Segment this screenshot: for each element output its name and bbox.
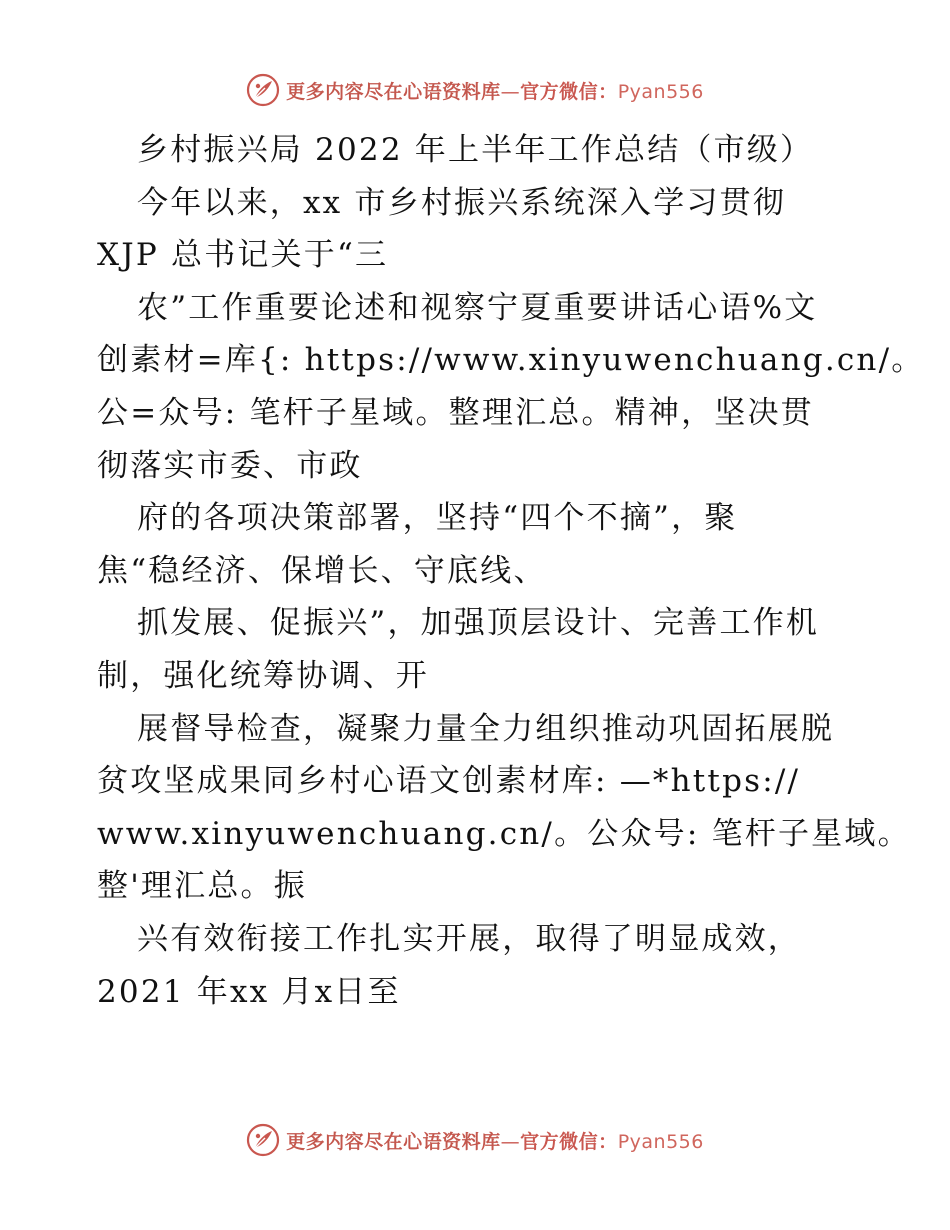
watermark-brand-text: 更多内容尽在心语资料库 [286, 80, 501, 103]
watermark-text [286, 77, 704, 104]
watermark-wechat-label: 官方微信： [520, 80, 618, 103]
text-line: 制，强化统筹协调、开 [97, 657, 429, 694]
text-line: 焦“稳经济、保增长、守底线、 [97, 552, 547, 589]
text-line: 贫攻坚成果同乡村心语文创素材库: —*https:// [97, 763, 801, 800]
text-line: 2021 年xx 月x日至 [97, 973, 401, 1010]
watermark-wechat-id: Pyan556 [617, 1130, 704, 1153]
text-line: 今年以来，xx 市乡村振兴系统深入学习贯彻 [137, 184, 787, 221]
document-title: 乡村振兴局 2022 年上半年工作总结（市级） [137, 132, 814, 168]
text-line: 创素材=库{: https://www.xinyuwenchuang.cn/。 [97, 342, 925, 379]
quill-pen-logo-icon [246, 1123, 280, 1157]
text-line: 彻落实市委、市政 [97, 447, 363, 484]
text-line: 府的各项决策部署，坚持“四个不摘”，聚 [137, 500, 738, 537]
text-line: 农”工作重要论述和视察宁夏重要讲话心语%文 [137, 289, 818, 326]
text-line: 展督导检查，凝聚力量全力组织推动巩固拓展脱 [137, 710, 835, 747]
footer-watermark [0, 1120, 950, 1160]
header-watermark [0, 70, 950, 110]
text-line: 公=众号: 笔杆子星域。整理汇总。精神，坚决贯 [97, 394, 814, 431]
text-line: www.xinyuwenchuang.cn/。公众号: 笔杆子星域。 [97, 815, 911, 852]
document-body [97, 124, 925, 1018]
watermark-brand-text: 更多内容尽在心语资料库 [286, 1130, 501, 1153]
watermark-separator: — [500, 80, 521, 103]
watermark-text [286, 1127, 704, 1154]
watermark-wechat-label: 官方微信： [520, 1130, 618, 1153]
quill-pen-logo-icon [246, 73, 280, 107]
text-line: 整'理汇总。振 [97, 868, 307, 905]
text-line: XJP 总书记关于“三 [97, 237, 389, 274]
watermark-separator: — [500, 1130, 521, 1153]
text-line: 兴有效衔接工作扎实开展，取得了明显成效， [137, 920, 801, 957]
watermark-wechat-id: Pyan556 [617, 80, 704, 103]
text-line: 抓发展、促振兴”，加强顶层设计、完善工作机 [137, 605, 820, 642]
